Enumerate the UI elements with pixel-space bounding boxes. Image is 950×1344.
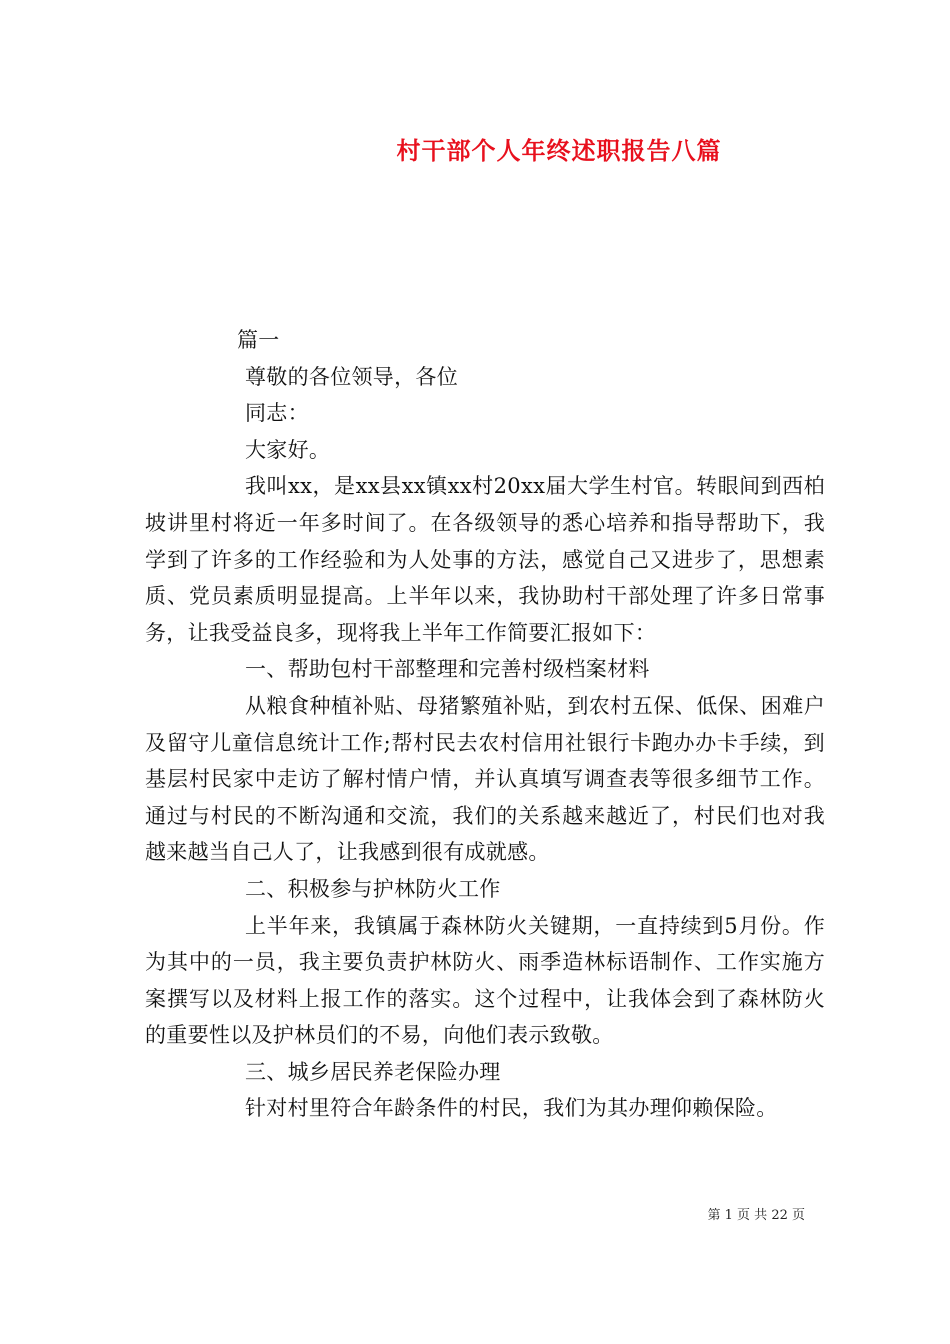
paragraph-1: 从粮食种植补贴、母猪繁殖补贴，到农村五保、低保、困难户及留守儿童信息统计工作;帮村民去农村信用社银行卡跑办办卡手续，到基层村民家中走访了解村情户情，并认真填写调查表等很多细节工作。通过与村民的不断沟通和交流，我们的关系越来越近了，村民们也对我越来越当自己人了，让我感到很有成就感。 <box>145 693 825 865</box>
page-number-footer: 第 1 页 共 22 页 <box>707 1208 805 1223</box>
section-heading-2: 二、积极参与护林防火工作 <box>245 876 501 901</box>
salutation-line-1: 尊敬的各位领导，各位 <box>245 364 458 389</box>
document-body <box>145 322 825 1127</box>
intro-paragraph: 我叫xx，是xx县xx镇xx村20xx届大学生村官。转眼间到西柏坡讲里村将近一年多时间了。在各级领导的悉心培养和指导帮助下，我学到了许多的工作经验和为人处事的方法，感觉自己又进步了，思想素质、党员素质明显提高。上半年以来，我协助村干部处理了许多日常事务，让我受益良多，现将我上半年工作简要汇报如下： <box>145 474 825 645</box>
paragraph-3: 针对村里符合年龄条件的村民，我们为其办理仰赖保险。 <box>245 1096 778 1121</box>
greeting: 大家好。 <box>245 437 331 462</box>
section-heading-1: 一、帮助包村干部整理和完善村级档案材料 <box>245 657 650 682</box>
paragraph-2: 上半年来，我镇属于森林防火关键期，一直持续到5月份。作为其中的一员，我主要负责护林防火、雨季造林标语制作、工作实施方案撰写以及材料上报工作的落实。这个过程中，让我体会到了森林防火的重要性以及护林员们的不易，向他们表示致敬。 <box>145 913 825 1048</box>
salutation-line-2: 同志： <box>245 401 309 426</box>
section-heading-3: 三、城乡居民养老保险办理 <box>245 1059 501 1084</box>
document-title: 村干部个人年终述职报告八篇 <box>396 136 722 165</box>
section-label: 篇一 <box>237 328 280 352</box>
